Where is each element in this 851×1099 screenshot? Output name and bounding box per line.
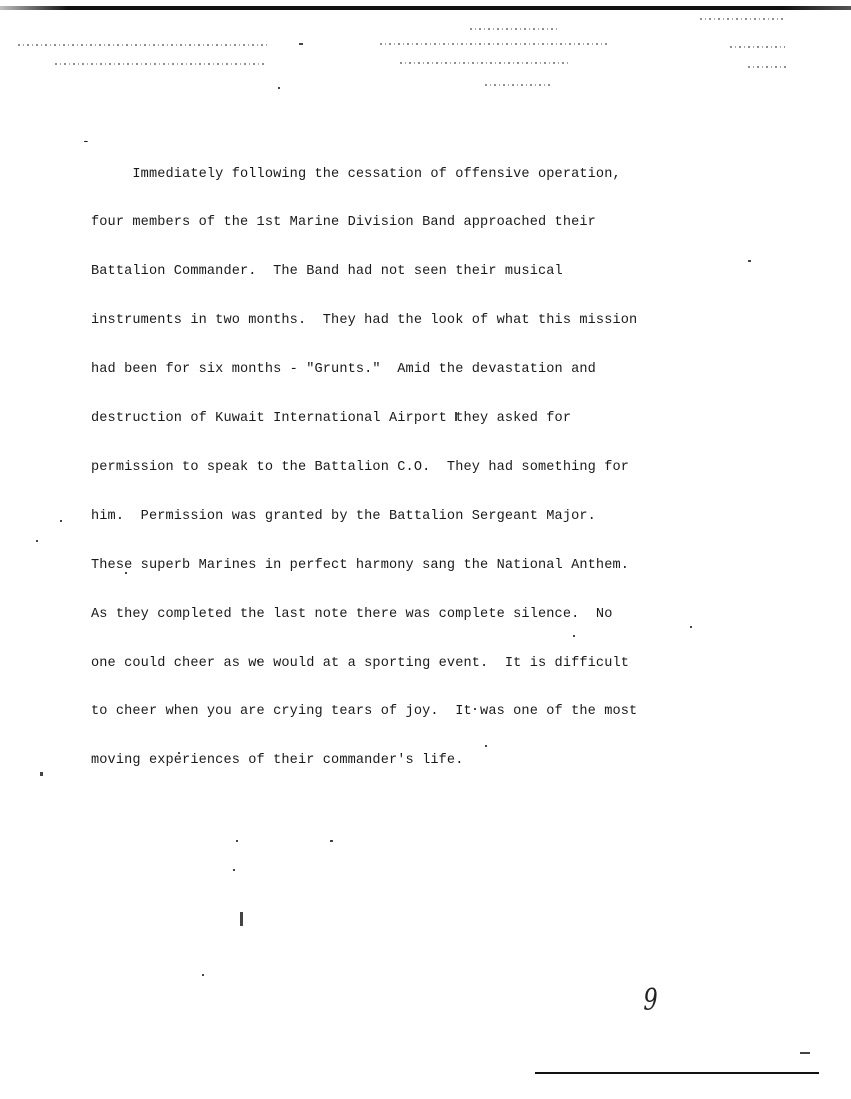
paragraph-line: These superb Marines in perfect harmony sang the National Anthem.	[91, 557, 630, 573]
header-smudge	[470, 28, 560, 30]
margin-mark: -	[82, 134, 90, 149]
paragraph-line: him. Permission was granted by the Battalion Sergeant Major.	[91, 508, 596, 524]
top-edge-rule	[0, 6, 851, 10]
body-paragraph	[91, 134, 761, 786]
paragraph-line: Immediately following the cessation of offensive operation,	[91, 166, 621, 182]
paragraph-line: permission to speak to the Battalion C.O. They had something for	[91, 459, 630, 475]
page-number: 9	[643, 983, 658, 1018]
header-smudge	[55, 63, 265, 65]
header-smudge	[730, 46, 785, 48]
paragraph-line: As they completed the last note there was complete silence. No	[91, 606, 613, 622]
paragraph-line: moving experiences of their commander's life.	[91, 753, 464, 769]
paragraph-line: to cheer when you are crying tears of joy. It was one of the most	[91, 704, 638, 720]
header-smudge	[485, 84, 550, 86]
paragraph-line: had been for six months - "Grunts." Amid the devastation and	[91, 362, 596, 378]
header-smudge	[400, 62, 570, 64]
header-smudge	[700, 18, 785, 20]
paragraph-line: four members of the 1st Marine Division Band approached their	[91, 215, 596, 231]
paragraph-line: destruction of Kuwait International Airport they asked for	[91, 411, 572, 427]
paragraph-line: one could cheer as we would at a sporting event. It is difficult	[91, 655, 630, 671]
header-smudge	[380, 43, 610, 45]
header-smudge	[748, 66, 788, 68]
paragraph-line: instruments in two months. They had the look of what this mission	[91, 313, 638, 329]
paragraph-line: Battalion Commander. The Band had not seen their musical	[91, 264, 563, 280]
header-smudge	[18, 44, 268, 46]
bottom-edge-rule	[535, 1072, 819, 1074]
